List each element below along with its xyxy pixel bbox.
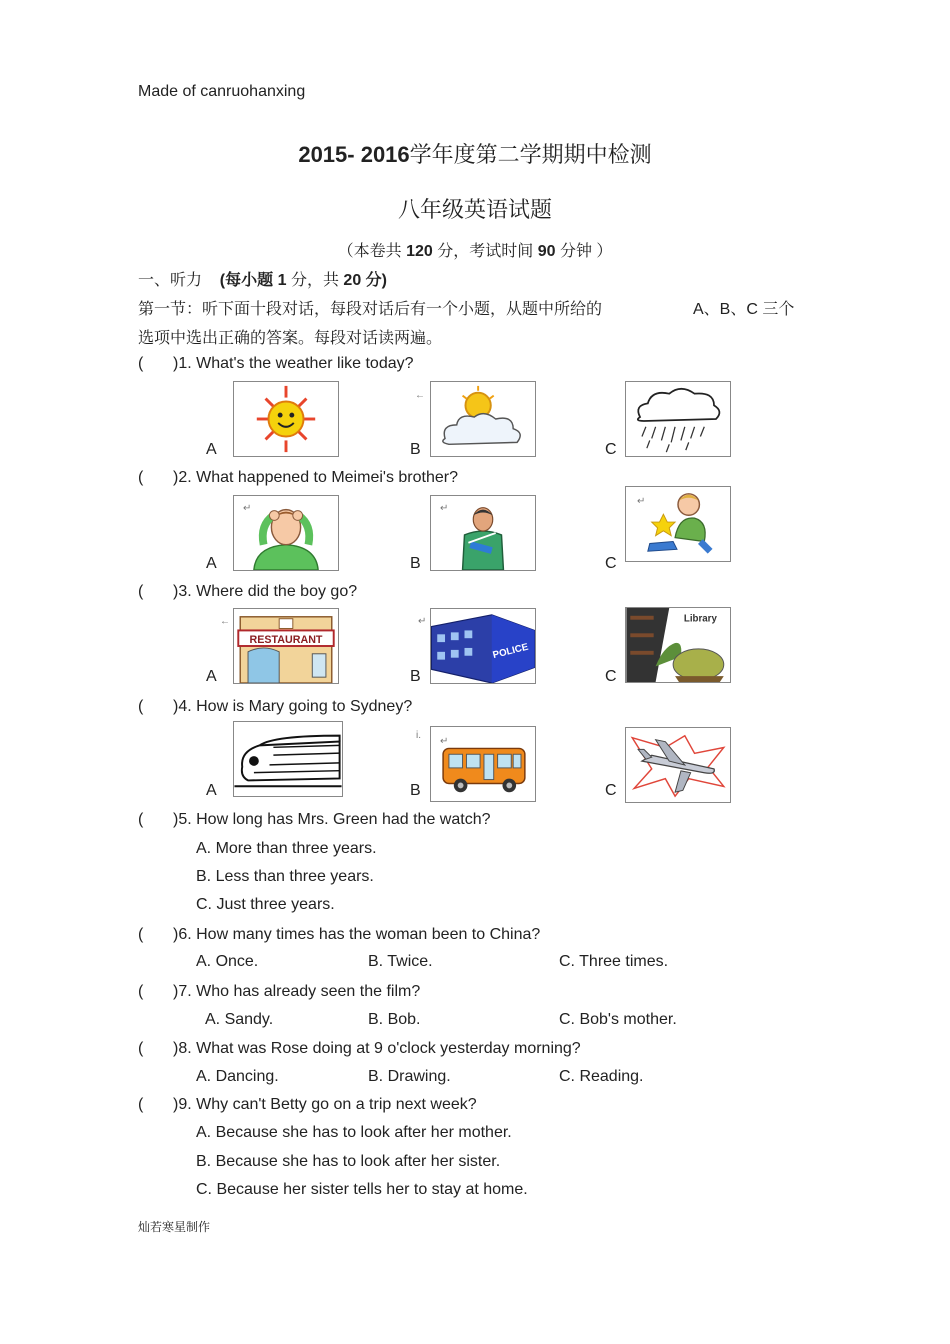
question-7-text: )7. Who has already seen the film?	[173, 983, 421, 1000]
sun-and-cloud-picture	[430, 381, 536, 457]
restaurant-picture	[233, 608, 339, 684]
question-9-bracket: (	[138, 1096, 144, 1113]
exam-title	[0, 138, 950, 169]
q3-label-a: A	[206, 668, 217, 685]
exam-info	[0, 238, 950, 261]
q8-option-c: C. Reading.	[559, 1068, 644, 1085]
exam-subtitle: 八年级英语试题	[397, 198, 552, 223]
q2-label-b: B	[410, 555, 421, 572]
q7-option-c: C. Bob's mother.	[559, 1011, 677, 1028]
q7-option-b: B. Bob.	[368, 1011, 421, 1028]
question-6-text: )6. How many times has the woman been to China?	[173, 926, 541, 943]
footer-note: 灿若寒星制作	[138, 1220, 211, 1234]
exam-title-rest: 学年度第二学期期中检测	[409, 143, 652, 168]
q9-option-a: A. Because she has to look after her mother.	[196, 1124, 512, 1141]
q6-option-a: A. Once.	[196, 953, 259, 970]
section-score-mid: 分，共	[290, 272, 339, 289]
section-title: 一、听力	[138, 272, 203, 289]
question-9-text: )9. Why can't Betty go on a trip next week?	[173, 1096, 477, 1113]
question-6-bracket: (	[138, 926, 144, 943]
q4-label-c: C	[605, 782, 617, 799]
q9-option-c: C. Because her sister tells her to stay at home.	[196, 1181, 528, 1198]
police-station-picture	[430, 608, 536, 684]
question-7-bracket: (	[138, 983, 144, 1000]
question-2-text: )2. What happened to Meimei's brother?	[173, 469, 458, 486]
question-4-bracket: (	[138, 698, 144, 715]
library-picture	[625, 607, 731, 683]
q8-option-b: B. Drawing.	[368, 1068, 451, 1085]
q1-label-a: A	[206, 441, 217, 458]
q9-option-b: B. Because she has to look after her sister.	[196, 1153, 501, 1170]
question-3-bracket: (	[138, 583, 144, 600]
question-1-text: )1. What's the weather like today?	[173, 355, 414, 372]
train-picture	[233, 721, 343, 797]
exam-info-total: 120	[406, 243, 433, 260]
instructions-line2: 选项中选出正确的答案。每段对话读两遍。	[138, 330, 443, 347]
sunny-weather-picture	[233, 381, 339, 457]
section-score-each: 1	[277, 272, 287, 289]
instructions-line1: 第一节：听下面十段对话，每段对话后有一个小题，从题中所给的	[138, 301, 603, 318]
q3-label-b: B	[410, 668, 421, 685]
q6-option-b: B. Twice.	[368, 953, 433, 970]
question-2-bracket: (	[138, 469, 144, 486]
exam-info-close: 分钟 ）	[559, 243, 613, 260]
q7-option-a: A. Sandy.	[205, 1011, 274, 1028]
question-4-text: )4. How is Mary going to Sydney?	[173, 698, 413, 715]
q4-label-a: A	[206, 782, 217, 799]
q5-option-b: B. Less than three years.	[196, 868, 374, 885]
section-score-total: 20	[343, 272, 362, 289]
plane-picture	[625, 727, 731, 803]
section-listening	[138, 267, 387, 290]
q5-option-a: A. More than three years.	[196, 840, 377, 857]
q5-option-c: C. Just three years.	[196, 896, 335, 913]
question-8-text: )8. What was Rose doing at 9 o'clock yesterday morning?	[173, 1040, 581, 1057]
q8-option-a: A. Dancing.	[196, 1068, 279, 1085]
q1-label-b: B	[410, 441, 421, 458]
rain-cloud-picture	[625, 381, 731, 457]
header-note: Made of canruohanxing	[138, 83, 306, 100]
question-5-text: )5. How long has Mrs. Green had the watch?	[173, 811, 491, 828]
section-score-close: 分)	[365, 272, 388, 289]
section-score-open: (每小题	[219, 272, 274, 289]
q2-label-c: C	[605, 555, 617, 572]
question-3-text: )3. Where did the boy go?	[173, 583, 358, 600]
exam-info-open: （本卷共	[337, 243, 402, 260]
exam-info-mid: 分，考试时间	[437, 243, 534, 260]
q1-label-c: C	[605, 441, 617, 458]
question-8-bracket: (	[138, 1040, 144, 1057]
library-sign: Library	[683, 613, 717, 625]
q4-label-b: B	[410, 782, 421, 799]
question-5-bracket: (	[138, 811, 144, 828]
exam-title-years: 2015- 2016	[298, 142, 410, 167]
q2-label-a: A	[206, 555, 217, 572]
instructions-options: A、B、C 三个	[693, 301, 795, 318]
question-1-bracket: (	[138, 355, 144, 372]
exam-info-time: 90	[537, 243, 556, 260]
restaurant-sign: RESTAURANT	[249, 634, 323, 647]
q3-label-c: C	[605, 668, 617, 685]
police-sign: POLICE	[491, 641, 530, 662]
q6-option-c: C. Three times.	[559, 953, 669, 970]
